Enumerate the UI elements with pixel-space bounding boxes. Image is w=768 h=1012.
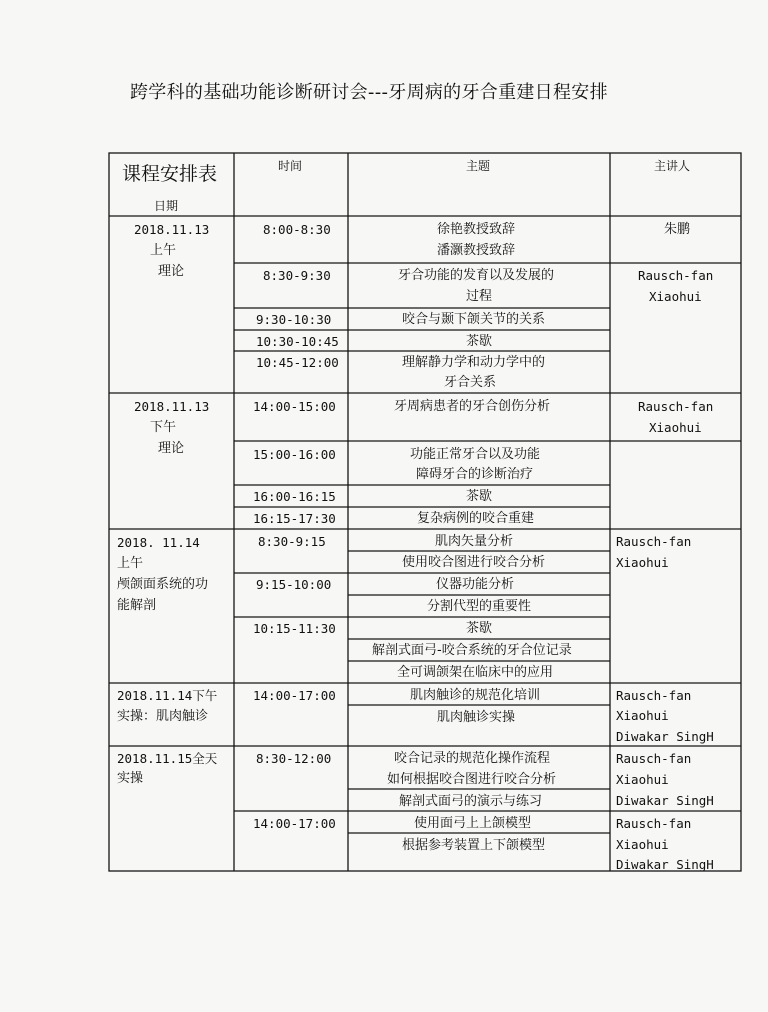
slot-topic: 全可调颌架在临床中的应用 (397, 665, 554, 680)
date-cell-line: 理论 (158, 264, 185, 279)
date-cell-line: 理论 (158, 441, 185, 456)
speaker-name: Rausch-fan (616, 534, 692, 549)
header-time: 时间 (278, 159, 303, 173)
date-cell-line: 实操：肌肉触诊 (117, 709, 209, 724)
slot-topic: 使用面弓上上颌模型 (414, 816, 532, 831)
header-topic: 主题 (466, 159, 491, 173)
date-cell-line: 2018. 11.14 (117, 535, 200, 550)
slot-topic: 咬合记录的规范化操作流程 (394, 751, 551, 766)
slot-time: 14:00-15:00 (253, 399, 336, 414)
slot-topic: 茶歇 (466, 489, 493, 504)
slot-topic: 如何根据咬合图进行咬合分析 (387, 772, 557, 787)
date-cell-line: 颅颌面系统的功 (117, 577, 209, 592)
date-cell-line: 2018.11.15全天 (117, 751, 218, 766)
speaker-name: Xiaohui (649, 420, 702, 435)
slot-time: 10:30-10:45 (256, 334, 339, 349)
slot-time: 8:00-8:30 (263, 222, 331, 237)
date-cell-line: 上午 (150, 243, 177, 258)
slot-time: 10:45-12:00 (256, 355, 339, 370)
slot-topic: 牙合功能的发育以及发展的 (398, 268, 555, 283)
speaker-name: Xiaohui (616, 837, 669, 852)
slot-topic: 功能正常牙合以及功能 (410, 447, 541, 462)
date-cell-line: 2018.11.13 (134, 222, 210, 237)
slot-topic: 潘灏教授致辞 (437, 243, 516, 258)
slot-time: 10:15-11:30 (253, 621, 336, 636)
speaker-name: Rausch-fan (616, 751, 692, 766)
date-cell-line: 实操 (117, 771, 144, 786)
slot-topic: 茶歇 (466, 334, 493, 349)
slot-topic: 分割代型的重要性 (427, 599, 532, 614)
slot-time: 15:00-16:00 (253, 447, 336, 462)
speaker-name: 朱鹏 (664, 222, 691, 237)
slot-topic: 过程 (466, 289, 493, 304)
slot-time: 16:00-16:15 (253, 489, 336, 504)
slot-time: 8:30-9:15 (258, 534, 326, 549)
slot-time: 9:30-10:30 (256, 312, 332, 327)
speaker-name: Xiaohui (616, 772, 669, 787)
slot-topic: 牙合关系 (444, 375, 497, 390)
slot-topic: 徐艳教授致辞 (437, 222, 516, 237)
speaker-name: Rausch-fan (638, 399, 714, 414)
slot-time: 14:00-17:00 (253, 688, 336, 703)
table-name: 课程安排表 (122, 163, 218, 185)
slot-topic: 肌肉触诊的规范化培训 (410, 688, 541, 703)
slot-topic: 肌肉触诊实操 (437, 710, 516, 725)
speaker-name: Xiaohui (649, 289, 702, 304)
date-cell-line: 2018.11.14下午 (117, 688, 218, 703)
speaker-name: Xiaohui (616, 708, 669, 723)
slot-time: 8:30-9:30 (263, 268, 331, 283)
slot-topic: 解剖式面弓-咬合系统的牙合位记录 (372, 643, 572, 658)
slot-time: 8:30-12:00 (256, 751, 332, 766)
slot-topic: 牙周病患者的牙合创伤分析 (394, 399, 551, 414)
speaker-name: Xiaohui (616, 555, 669, 570)
document-title: 跨学科的基础功能诊断研讨会---牙周病的牙合重建日程安排 (130, 82, 608, 103)
speaker-name: Rausch-fan (616, 816, 692, 831)
slot-topic: 解剖式面弓的演示与练习 (399, 794, 543, 809)
date-cell-line: 能解剖 (117, 598, 157, 613)
date-cell-line: 上午 (117, 556, 144, 571)
slot-topic: 障碍牙合的诊断治疗 (416, 467, 534, 482)
slot-time: 14:00-17:00 (253, 816, 336, 831)
slot-topic: 肌肉矢量分析 (435, 534, 514, 549)
slot-topic: 根据参考装置上下颌模型 (402, 838, 546, 853)
slot-topic: 茶歇 (466, 621, 493, 636)
slot-topic: 使用咬合图进行咬合分析 (402, 555, 546, 570)
speaker-name: Diwakar SingH (616, 793, 714, 808)
speaker-name: Diwakar SingH (616, 729, 714, 744)
slot-topic: 复杂病例的咬合重建 (417, 511, 535, 526)
date-cell-line: 2018.11.13 (134, 399, 210, 414)
header-speaker: 主讲人 (654, 159, 691, 173)
header-date: 日期 (154, 199, 179, 213)
speaker-name: Rausch-fan (638, 268, 714, 283)
slot-time: 9:15-10:00 (256, 577, 332, 592)
slot-topic: 理解静力学和动力学中的 (402, 355, 546, 370)
date-cell-line: 下午 (150, 420, 177, 435)
slot-topic: 咬合与颞下颌关节的关系 (402, 312, 546, 327)
slot-time: 16:15-17:30 (253, 511, 336, 526)
slot-topic: 仪器功能分析 (436, 577, 515, 592)
speaker-name: Rausch-fan (616, 688, 692, 703)
speaker-name: Diwakar SingH (616, 857, 714, 872)
